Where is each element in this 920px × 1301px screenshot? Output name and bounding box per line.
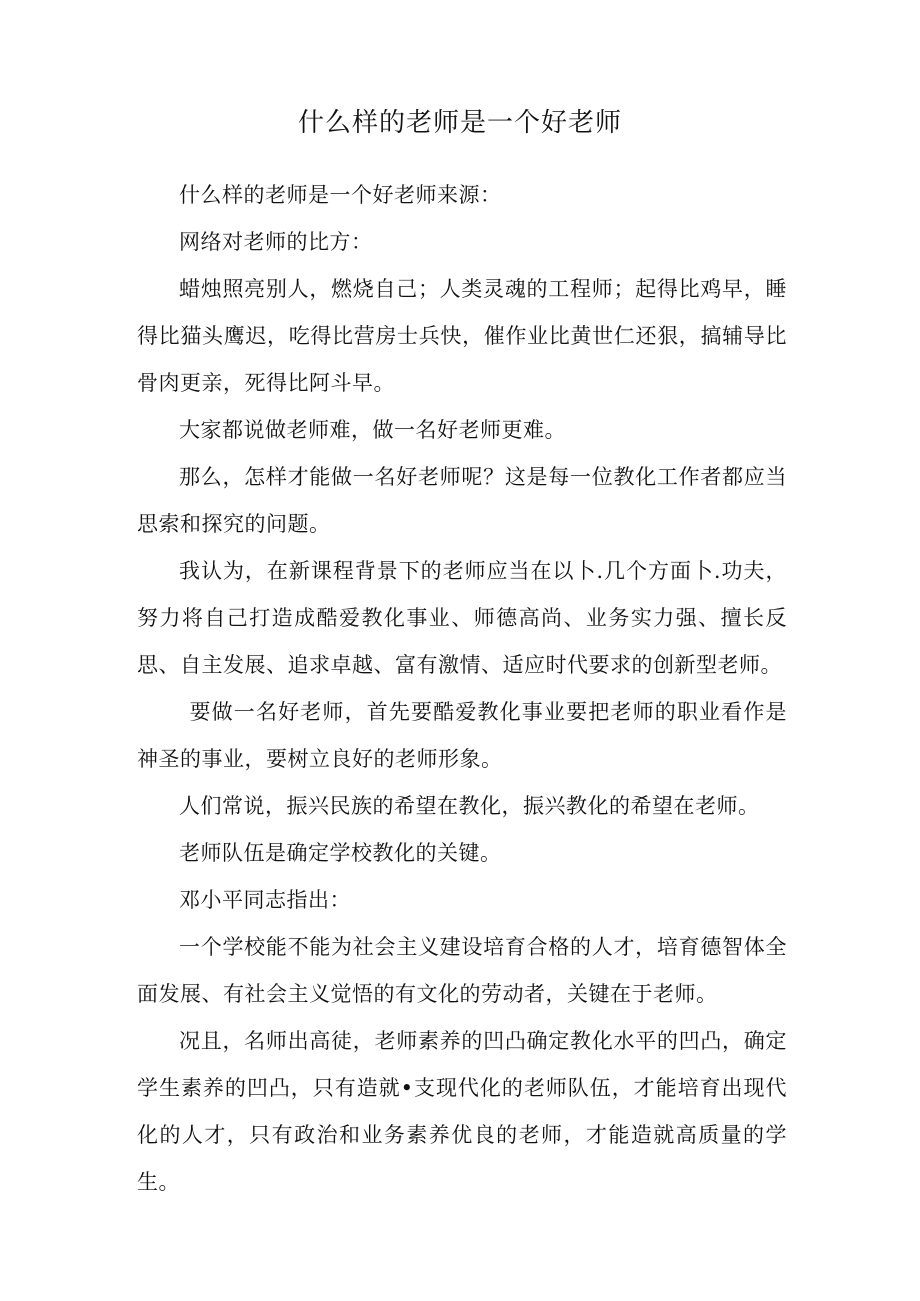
paragraph-opinion: 我认为，在新课程背景下的老师应当在以卜.几个方面卜.功夫，努力将自己打造成酷爱教化事业、师德高尚、业务实力强、擅长反思、自主发展、追求卓越、富有激情、适应时代要求的创新型老师。 bbox=[137, 559, 787, 677]
paragraph-metaphors: 蜡烛照亮别人，燃烧自己；人类灵魂的工程师；起得比鸡早，睡得比猫头鹰迟，吃得比营房士兵快，催作业比黄世仁还狠，搞辅导比骨肉更亲，死得比阿斗早。 bbox=[137, 277, 787, 395]
paragraph-deng-quote: 一个学校能不能为社会主义建设培育合格的人才，培育德智体全面发展、有社会主义觉悟的有文化的劳动者，关键在于老师。 bbox=[137, 935, 787, 1006]
document-body bbox=[137, 172, 787, 1206]
paragraph-conclusion: 况且，名师出高徒，老师素养的凹凸确定教化水平的凹凸，确定学生素养的凹凸，只有造就•支现代化的老师队伍，才能培育出现代化的人才，只有政治和业务素养优良的老师，才能造就高质量的学生。 bbox=[137, 1029, 787, 1194]
paragraph-saying: 人们常说，振兴民族的希望在教化，振兴教化的希望在老师。 bbox=[179, 794, 760, 818]
paragraph-deng-quote-intro: 邓小平同志指出： bbox=[179, 888, 351, 912]
document-title: 什么样的老师是一个好老师 bbox=[297, 108, 622, 138]
paragraph-metaphor-intro: 网络对老师的比方： bbox=[179, 230, 373, 254]
paragraph-love-education: 要做一名好老师，首先要酷爱教化事业要把老师的职业看作是神圣的事业，要树立良好的老师形象。 bbox=[137, 700, 787, 771]
paragraph-difficulty: 大家都说做老师难，做一名好老师更难。 bbox=[179, 418, 566, 442]
paragraph-source: 什么样的老师是一个好老师来源： bbox=[179, 183, 502, 207]
paragraph-teacher-team: 老师队伍是确定学校教化的关键。 bbox=[179, 841, 502, 865]
paragraph-question: 那么，怎样才能做一名好老师呢？这是每一位教化工作者都应当思索和探究的问题。 bbox=[137, 465, 787, 536]
